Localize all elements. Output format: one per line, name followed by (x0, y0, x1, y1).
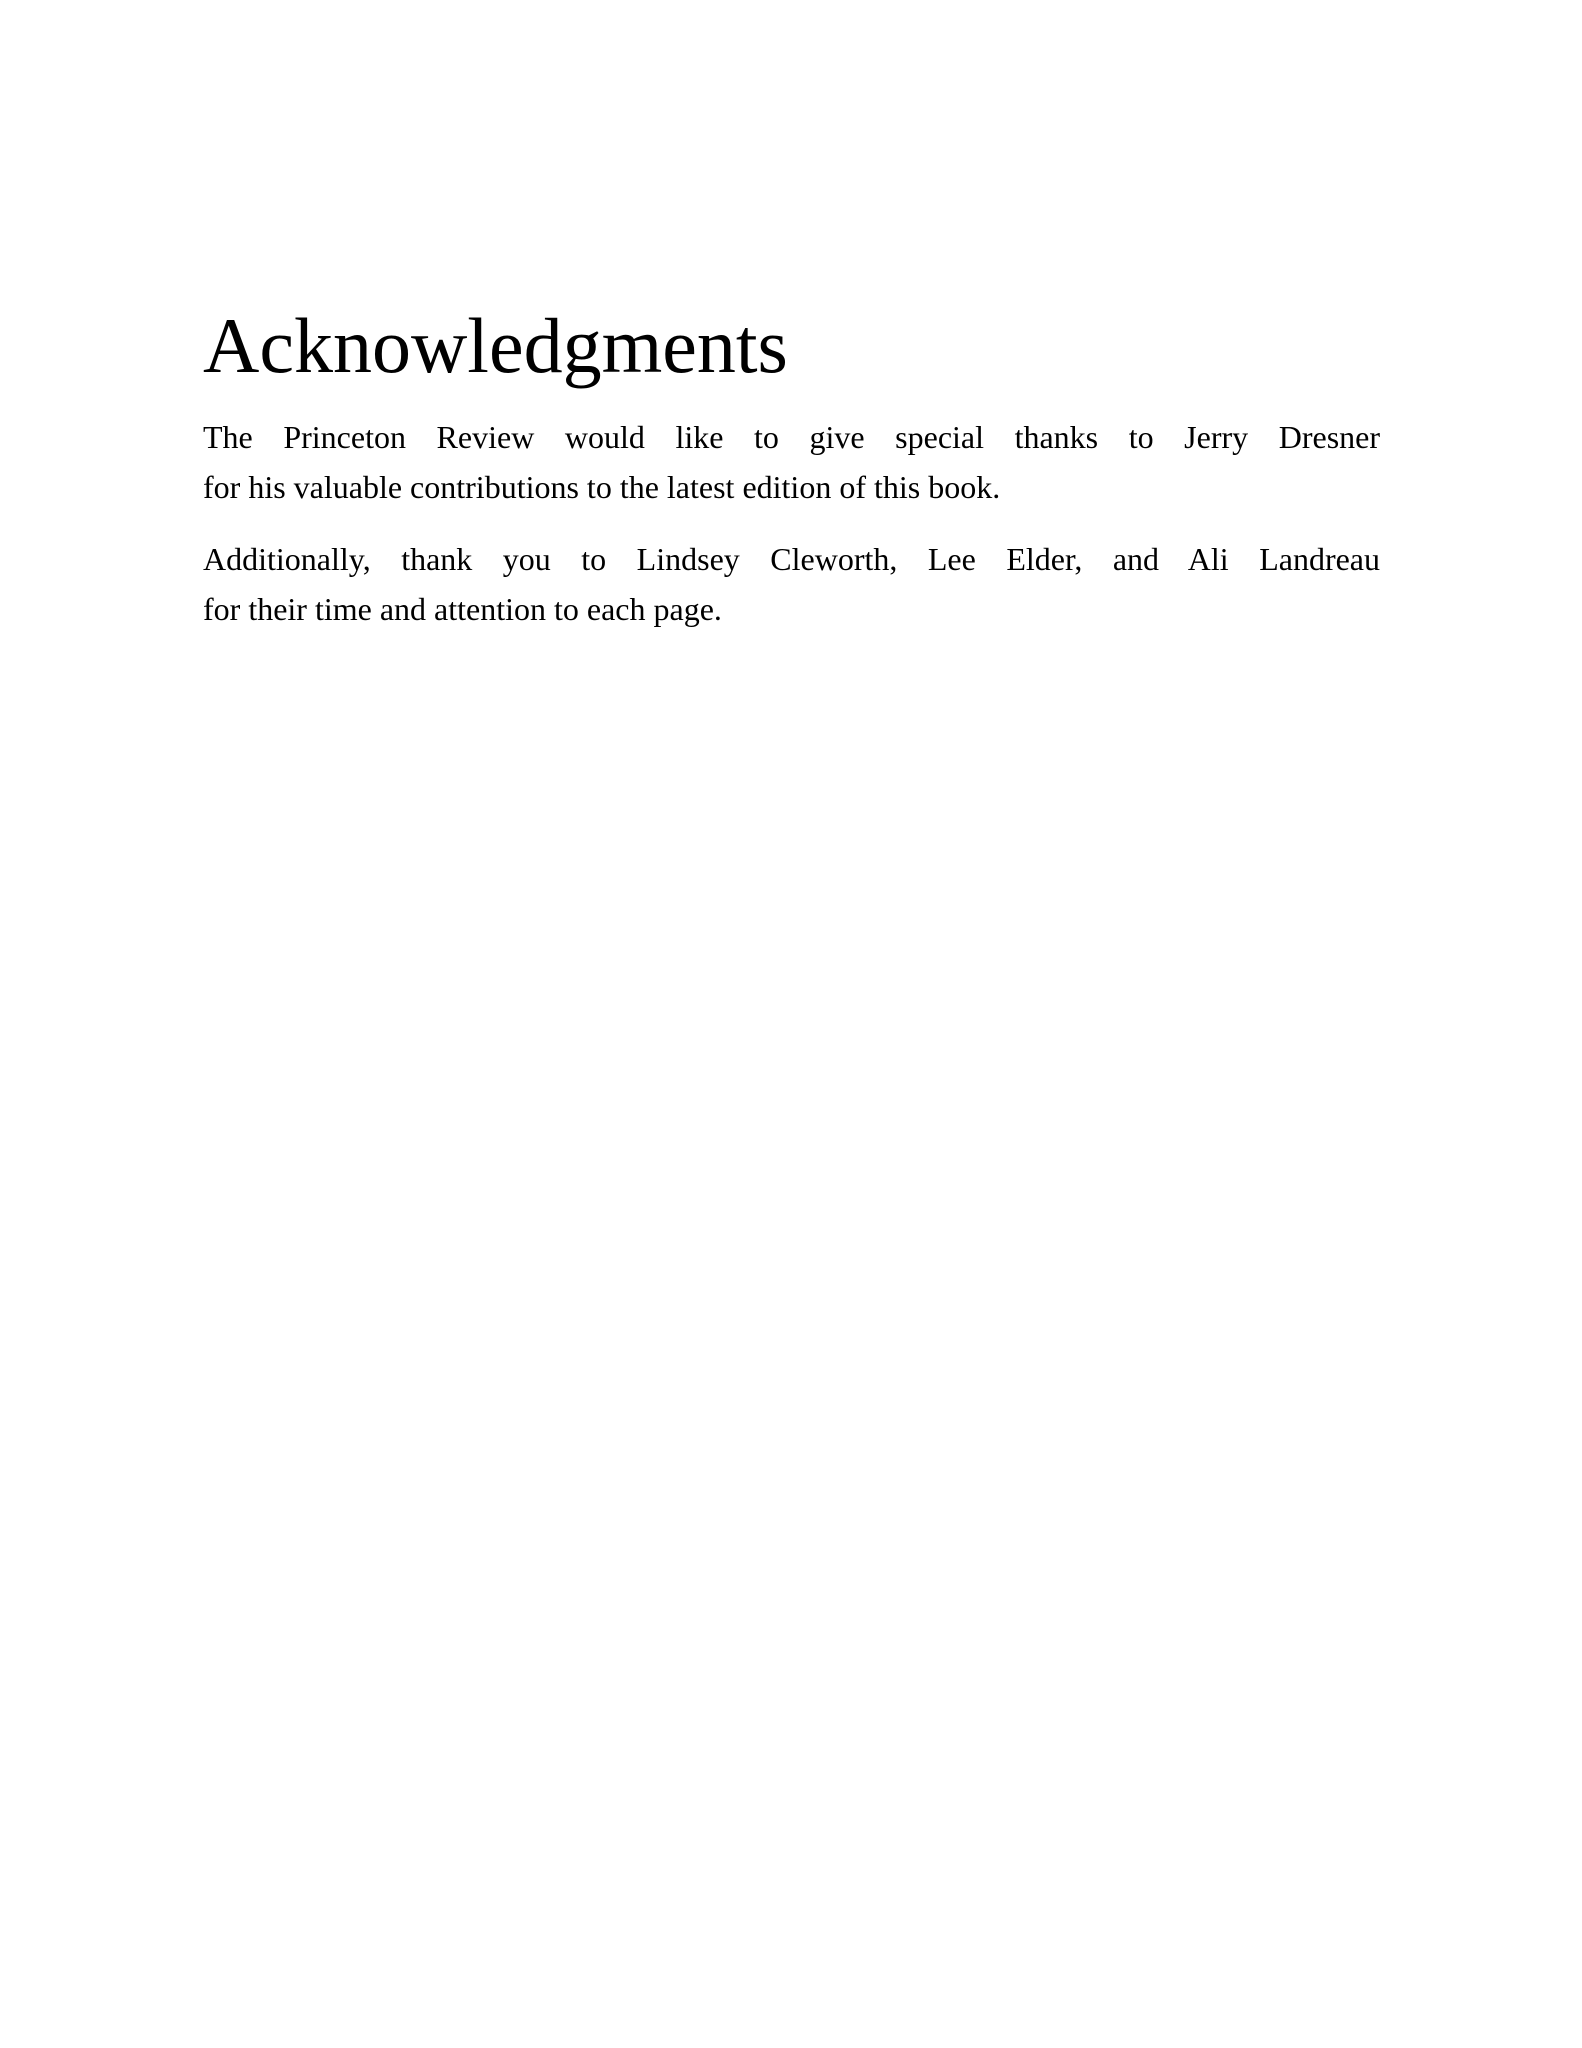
text-line: for their time and attention to each page. (203, 591, 722, 627)
text-line: Additionally, thank you to Lindsey Cleworth, Lee Elder, and Ali Landreau (203, 541, 1380, 577)
text-line: The Princeton Review would like to give special thanks to Jerry Dresner (203, 419, 1380, 455)
page-title: Acknowledgments (203, 302, 788, 389)
acknowledgment-paragraph-1 (203, 412, 1380, 512)
acknowledgment-paragraph-2 (203, 534, 1380, 634)
text-line: for his valuable contributions to the latest edition of this book. (203, 469, 1001, 505)
